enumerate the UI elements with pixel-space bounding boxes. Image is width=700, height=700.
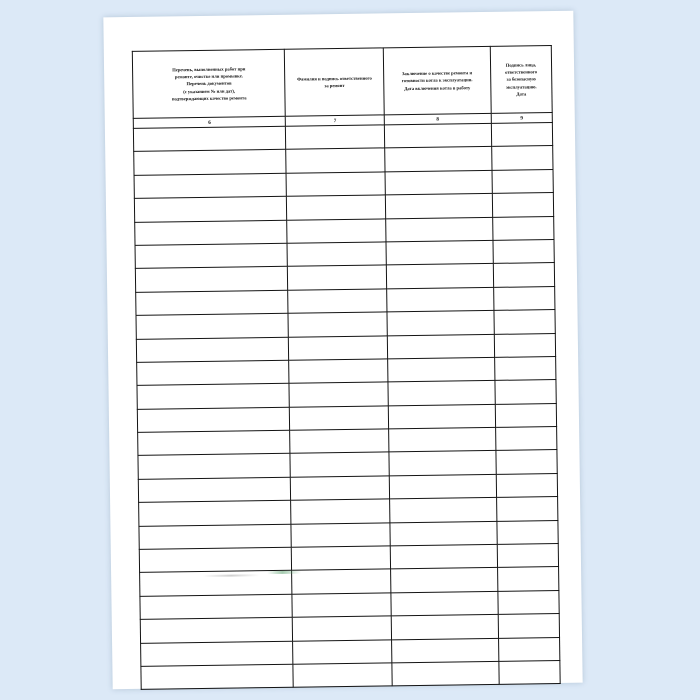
table-cell[interactable] (287, 218, 386, 243)
table-cell[interactable] (498, 614, 560, 638)
table-cell[interactable] (389, 451, 496, 476)
table-cell[interactable] (385, 194, 492, 219)
table-cell[interactable] (390, 498, 497, 523)
table-cell[interactable] (290, 429, 389, 454)
table-cell[interactable] (140, 617, 293, 643)
table-cell[interactable] (289, 335, 388, 360)
table-cell[interactable] (134, 196, 287, 222)
table-cell[interactable] (392, 661, 499, 686)
table-cell[interactable] (135, 220, 288, 246)
table-cell[interactable] (289, 382, 388, 407)
table-cell[interactable] (388, 357, 495, 382)
paper-sheet (103, 11, 582, 689)
table-cell[interactable] (391, 615, 498, 640)
table-cell[interactable] (141, 641, 294, 667)
table-cell[interactable] (388, 404, 495, 429)
table-cell[interactable] (391, 591, 498, 616)
table-cell[interactable] (291, 499, 390, 524)
table-cell[interactable] (286, 148, 385, 173)
table-cell[interactable] (137, 360, 290, 386)
table-cell[interactable] (499, 660, 561, 684)
table-cell[interactable] (288, 289, 387, 314)
table-cell[interactable] (494, 356, 556, 380)
table-cell[interactable] (134, 173, 287, 199)
table-cell[interactable] (491, 123, 553, 147)
column-number-7: 7 (286, 115, 385, 126)
table-cell[interactable] (388, 381, 495, 406)
table-cell[interactable] (290, 452, 389, 477)
table-cell[interactable] (290, 406, 389, 431)
table-cell[interactable] (493, 239, 555, 263)
table-cell[interactable] (291, 476, 390, 501)
table-cell[interactable] (392, 638, 499, 663)
table-cell[interactable] (287, 195, 386, 220)
column-number-8: 8 (384, 113, 491, 124)
sheet-content (132, 45, 561, 671)
table-cell[interactable] (139, 524, 292, 550)
table-cell[interactable] (387, 311, 494, 336)
table-header (132, 46, 552, 129)
table-cell[interactable] (287, 242, 386, 267)
table-cell[interactable] (140, 594, 293, 620)
table-cell[interactable] (291, 523, 390, 548)
table-cell[interactable] (387, 287, 494, 312)
table-cell[interactable] (139, 500, 292, 526)
table-cell[interactable] (494, 310, 556, 334)
table-cell[interactable] (387, 334, 494, 359)
table-cell[interactable] (497, 567, 559, 591)
table-body (133, 123, 560, 690)
table-cell[interactable] (492, 169, 554, 193)
table-cell[interactable] (135, 267, 288, 293)
table-cell[interactable] (498, 637, 560, 661)
table-cell[interactable] (288, 312, 387, 337)
table-cell[interactable] (141, 664, 294, 690)
table-cell[interactable] (135, 243, 288, 269)
journal-table (132, 45, 561, 690)
table-cell[interactable] (497, 520, 559, 544)
table-cell[interactable] (134, 150, 287, 176)
table-row (141, 660, 560, 689)
table-cell[interactable] (286, 125, 385, 150)
table-cell[interactable] (493, 263, 555, 287)
table-cell[interactable] (386, 264, 493, 289)
table-cell[interactable] (292, 593, 391, 618)
table-cell[interactable] (390, 521, 497, 546)
table-cell[interactable] (386, 217, 493, 242)
table-cell[interactable] (138, 477, 291, 503)
table-cell[interactable] (389, 474, 496, 499)
table-cell[interactable] (138, 454, 291, 480)
column-number-9: 9 (491, 113, 552, 124)
header-row (132, 46, 552, 119)
table-cell[interactable] (498, 590, 560, 614)
column-header-8: Заключение о качестве ремонта и готовности котла к эксплуатации. Дата включения котла в работу (383, 46, 491, 114)
table-cell[interactable] (288, 265, 387, 290)
table-cell[interactable] (140, 571, 293, 597)
column-header-6: Перечень, выполненных работ при ремонте, очистке или промывке. Перечень документов (с указанием № или дат), подтверждающих качество ремонта (132, 49, 285, 118)
table-cell[interactable] (293, 663, 392, 688)
table-cell[interactable] (491, 146, 553, 170)
table-cell[interactable] (289, 359, 388, 384)
table-cell[interactable] (136, 290, 289, 316)
table-cell[interactable] (137, 407, 290, 433)
table-cell[interactable] (493, 286, 555, 310)
table-cell[interactable] (133, 126, 286, 152)
table-cell[interactable] (497, 544, 559, 568)
table-cell[interactable] (492, 216, 554, 240)
table-cell[interactable] (492, 193, 554, 217)
table-cell[interactable] (136, 313, 289, 339)
table-cell[interactable] (390, 544, 497, 569)
table-cell[interactable] (385, 170, 492, 195)
table-cell[interactable] (495, 403, 557, 427)
table-cell[interactable] (139, 547, 292, 573)
column-number-6: 6 (133, 116, 286, 128)
table-cell[interactable] (293, 616, 392, 641)
table-cell[interactable] (286, 172, 385, 197)
table-cell[interactable] (389, 427, 496, 452)
table-cell[interactable] (496, 497, 558, 521)
table-cell[interactable] (137, 384, 290, 410)
column-header-7: Фамилия и подпись ответственного за ремонт (285, 48, 384, 116)
table-cell[interactable] (386, 240, 493, 265)
table-cell[interactable] (292, 569, 391, 594)
table-cell[interactable] (495, 380, 557, 404)
table-cell[interactable] (138, 430, 291, 456)
table-cell[interactable] (292, 546, 391, 571)
table-cell[interactable] (495, 427, 557, 451)
table-cell[interactable] (496, 450, 558, 474)
table-cell[interactable] (293, 639, 392, 664)
table-cell[interactable] (384, 123, 491, 148)
table-cell[interactable] (385, 147, 492, 172)
table-cell[interactable] (136, 337, 289, 363)
table-cell[interactable] (391, 568, 498, 593)
table-cell[interactable] (494, 333, 556, 357)
column-header-9: Подпись лица, ответственного за безопасную эксплуатацию. Дата (490, 46, 552, 114)
table-cell[interactable] (496, 473, 558, 497)
